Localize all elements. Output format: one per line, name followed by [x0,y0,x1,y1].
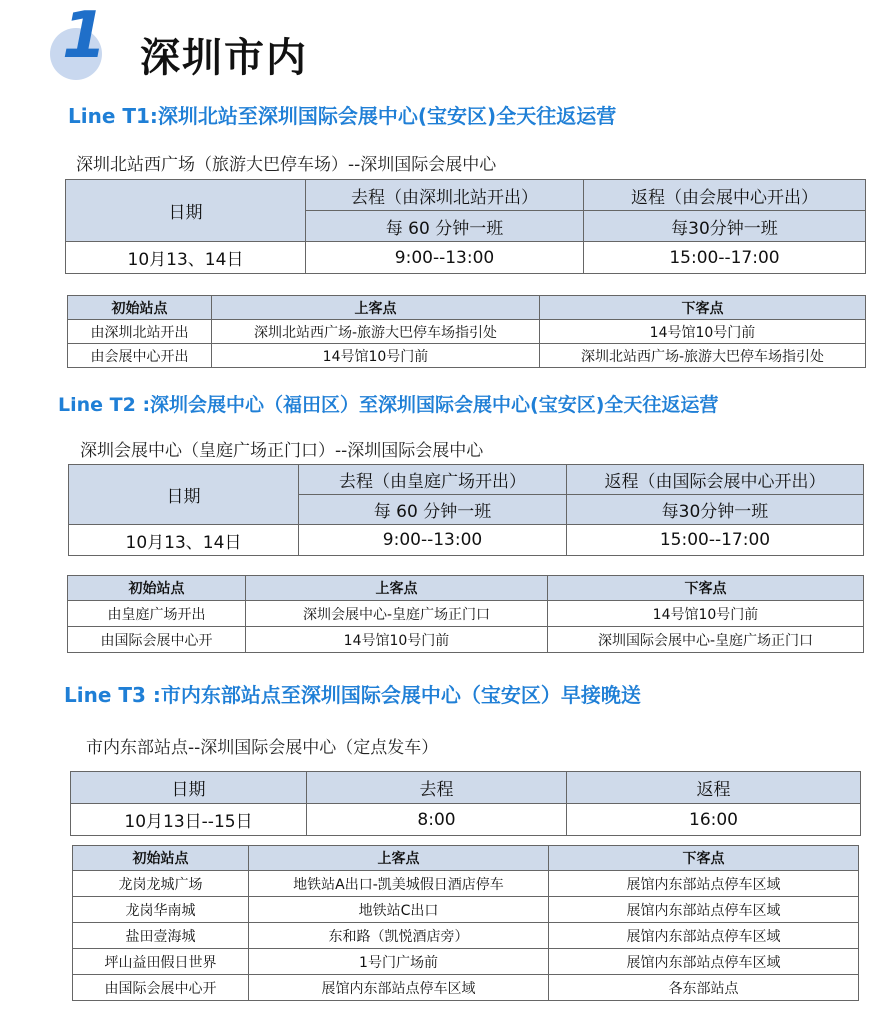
stop-dropoff: 深圳国际会展中心-皇庭广场正门口 [548,627,864,653]
table-row [68,320,866,344]
stops-header-origin: 初始站点 [68,576,246,601]
stop-origin: 坪山益田假日世界 [73,949,249,975]
line-t3-stops-table [72,845,859,1001]
schedule-outbound-header: 去程（由皇庭广场开出） [299,465,567,495]
table-row [73,949,859,975]
schedule-outbound-time: 9:00--13:00 [299,525,567,556]
stop-dropoff: 各东部站点 [549,975,859,1001]
stop-dropoff: 14号馆10号门前 [548,601,864,627]
stop-dropoff: 14号馆10号门前 [540,320,866,344]
schedule-date-header: 日期 [71,772,307,804]
stop-origin: 龙岗华南城 [73,897,249,923]
stop-dropoff: 展馆内东部站点停车区域 [549,897,859,923]
table-row [71,804,861,836]
line-t3-schedule-table [70,771,861,836]
schedule-return-header: 返程（由国际会展中心开出） [567,465,864,495]
stop-pickup: 地铁站C出口 [249,897,549,923]
stop-pickup: 深圳会展中心-皇庭广场正门口 [246,601,548,627]
line-t2-route: 深圳会展中心（皇庭广场正门口）--深圳国际会展中心 [80,441,484,461]
stops-header-dropoff: 下客点 [548,576,864,601]
table-row [73,897,859,923]
line-t1-schedule-table [65,179,866,274]
schedule-date-header: 日期 [66,180,306,242]
line-t1-route: 深圳北站西广场（旅游大巴停车场）--深圳国际会展中心 [76,155,497,175]
table-row [73,923,859,949]
stop-pickup: 14号馆10号门前 [246,627,548,653]
schedule-return-time: 15:00--17:00 [584,242,866,274]
schedule-date: 10月13、14日 [69,525,299,556]
schedule-return-time: 16:00 [567,804,861,836]
stop-pickup: 14号馆10号门前 [212,344,540,368]
stop-origin: 由会展中心开出 [68,344,212,368]
stop-origin: 由国际会展中心开 [73,975,249,1001]
line-t3-title: Line T3 :市内东部站点至深圳国际会展中心（宝安区）早接晚送 [64,683,641,707]
section-number-badge [48,0,107,82]
schedule-date-header: 日期 [69,465,299,525]
schedule-date: 10月13、14日 [66,242,306,274]
stops-header-origin: 初始站点 [73,846,249,871]
schedule-outbound-time: 9:00--13:00 [306,242,584,274]
line-t2-title: Line T2 :深圳会展中心（福田区）至深圳国际会展中心(宝安区)全天往返运营 [58,394,719,416]
stop-pickup: 地铁站A出口-凯美城假日酒店停车 [249,871,549,897]
schedule-outbound-frequency: 每 60 分钟一班 [299,495,567,525]
table-row [68,344,866,368]
schedule-date: 10月13日--15日 [71,804,307,836]
stops-header-dropoff: 下客点 [540,296,866,320]
schedule-return-frequency: 每30分钟一班 [584,211,866,242]
stop-origin: 由国际会展中心开 [68,627,246,653]
page-title: 深圳市内 [140,34,308,81]
badge-number: 1 [62,0,107,73]
stop-dropoff: 展馆内东部站点停车区域 [549,923,859,949]
schedule-return-frequency: 每30分钟一班 [567,495,864,525]
schedule-return-time: 15:00--17:00 [567,525,864,556]
stop-dropoff: 展馆内东部站点停车区域 [549,871,859,897]
stop-pickup: 1号门广场前 [249,949,549,975]
line-t3-route: 市内东部站点--深圳国际会展中心（定点发车） [86,738,439,758]
stop-dropoff: 展馆内东部站点停车区域 [549,949,859,975]
schedule-outbound-header: 去程 [307,772,567,804]
stop-origin: 龙岗龙城广场 [73,871,249,897]
line-t2-stops-table [67,575,864,653]
table-row [73,975,859,1001]
schedule-outbound-frequency: 每 60 分钟一班 [306,211,584,242]
stops-header-dropoff: 下客点 [549,846,859,871]
stops-header-pickup: 上客点 [249,846,549,871]
stop-pickup: 东和路（凯悦酒店旁） [249,923,549,949]
stop-pickup: 展馆内东部站点停车区域 [249,975,549,1001]
stop-origin: 盐田壹海城 [73,923,249,949]
stops-header-pickup: 上客点 [246,576,548,601]
schedule-outbound-time: 8:00 [307,804,567,836]
line-t1-title: Line T1:深圳北站至深圳国际会展中心(宝安区)全天往返运营 [68,104,617,128]
line-t1-stops-table [67,295,866,368]
schedule-return-header: 返程（由会展中心开出） [584,180,866,211]
line-t2-schedule-table [68,464,864,556]
schedule-outbound-header: 去程（由深圳北站开出） [306,180,584,211]
stop-origin: 由皇庭广场开出 [68,601,246,627]
stops-header-origin: 初始站点 [68,296,212,320]
table-row [73,871,859,897]
stop-pickup: 深圳北站西广场-旅游大巴停车场指引处 [212,320,540,344]
schedule-return-header: 返程 [567,772,861,804]
stop-dropoff: 深圳北站西广场-旅游大巴停车场指引处 [540,344,866,368]
stop-origin: 由深圳北站开出 [68,320,212,344]
table-row [68,627,864,653]
stops-header-pickup: 上客点 [212,296,540,320]
table-row [68,601,864,627]
